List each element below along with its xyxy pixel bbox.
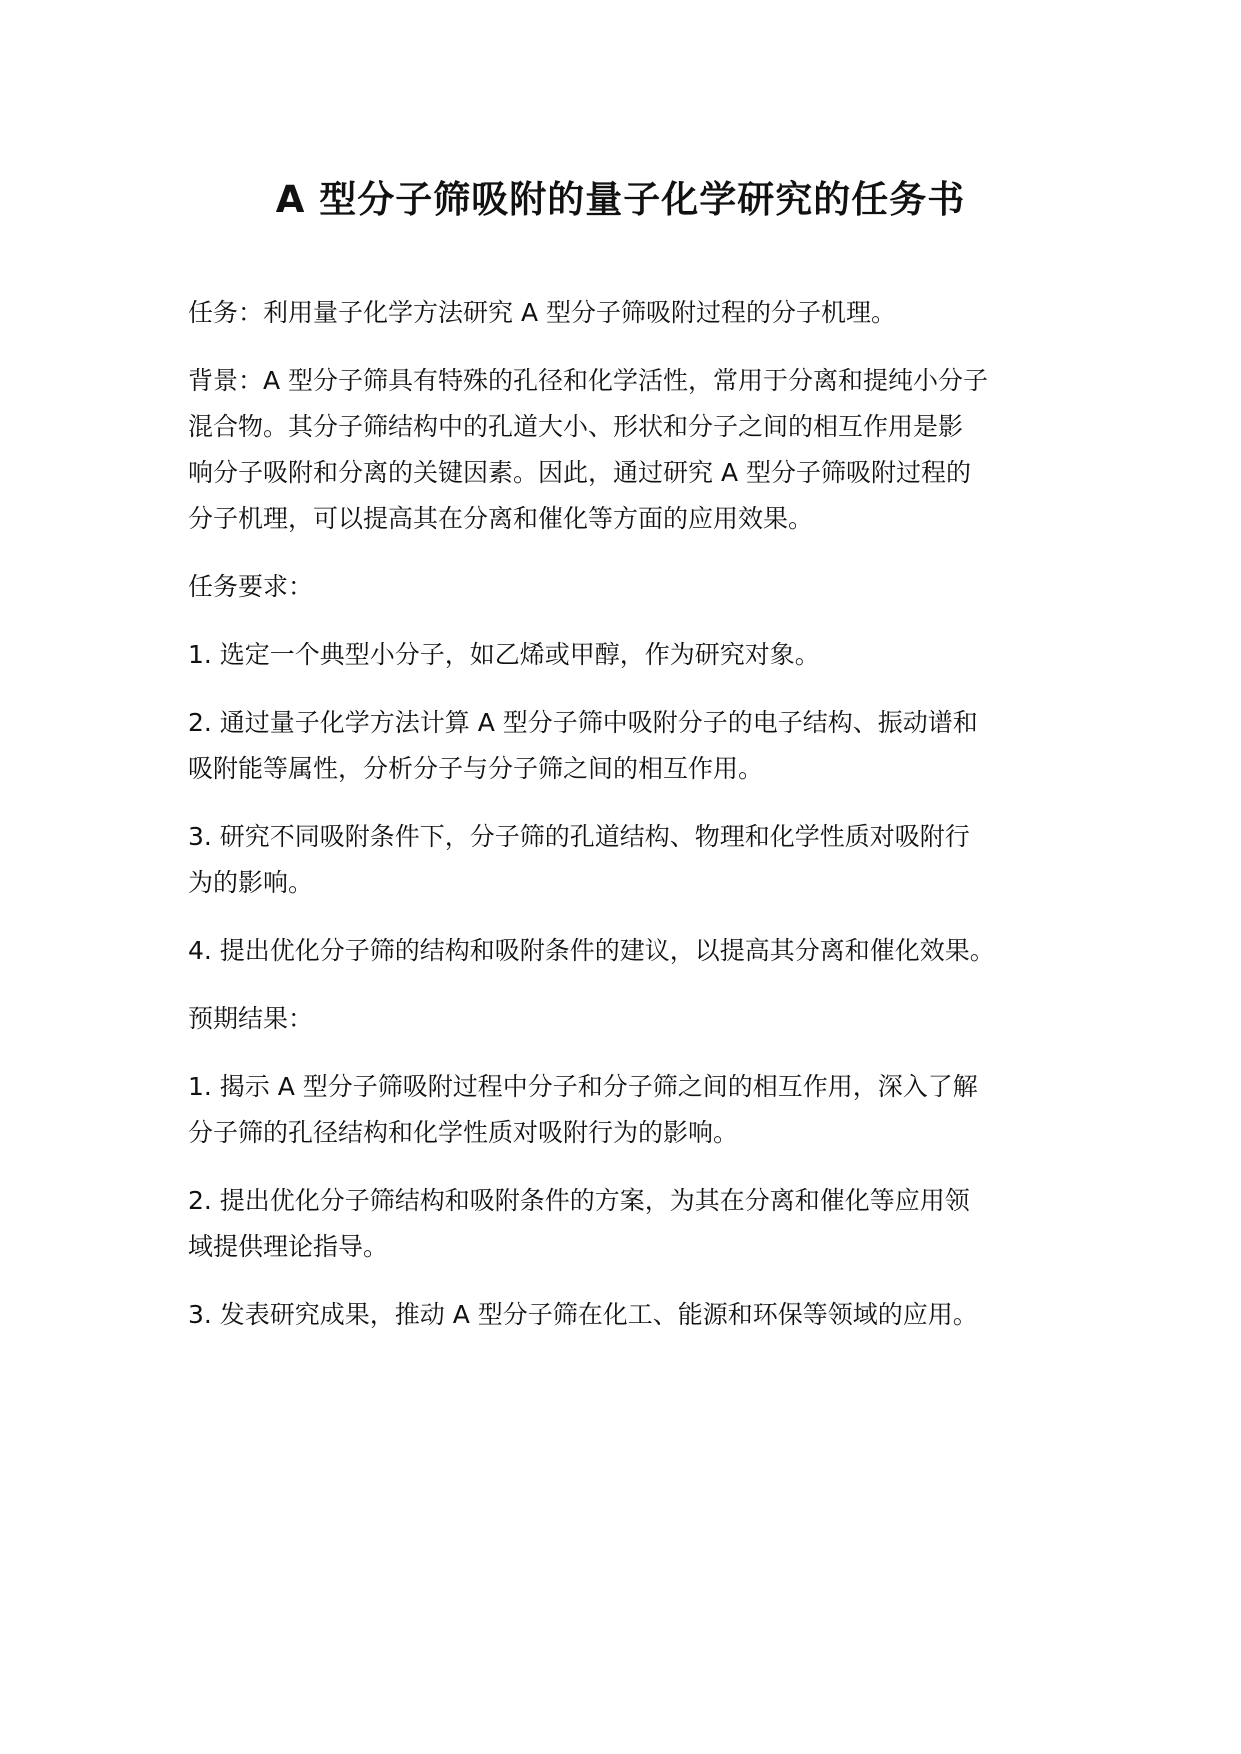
text-line: 为的影响。 (188, 868, 314, 897)
text-line: 背景：A 型分子筛具有特殊的孔径和化学活性，常用于分离和提纯小分子 (188, 366, 989, 395)
text-line: 分子筛的孔径结构和化学性质对吸附行为的影响。 (188, 1118, 739, 1147)
text-line: 1. 揭示 A 型分子筛吸附过程中分子和分子筛之间的相互作用，深入了解 (188, 1072, 978, 1101)
list-item-requirement-2 (188, 700, 1068, 792)
list-item-result-3 (188, 1292, 1068, 1338)
text-line: 3. 研究不同吸附条件下，分子筛的孔道结构、物理和化学性质对吸附行 (188, 822, 970, 851)
list-item-requirement-1 (188, 632, 1068, 678)
document-title: A 型分子筛吸附的量子化学研究的任务书 (275, 178, 966, 221)
document-body (188, 290, 1068, 1360)
paragraph-background (188, 358, 1068, 542)
list-item-result-1 (188, 1064, 1068, 1156)
text-line: 预期结果： (188, 1004, 314, 1033)
paragraph-task (188, 290, 1068, 336)
text-line: 吸附能等属性，分析分子与分子筛之间的相互作用。 (188, 754, 764, 783)
text-line: 任务：利用量子化学方法研究 A 型分子筛吸附过程的分子机理。 (188, 298, 896, 327)
text-line: 任务要求： (188, 572, 314, 601)
list-item-requirement-4 (188, 928, 1068, 974)
list-item-result-2 (188, 1178, 1068, 1270)
section-heading-requirements (188, 564, 1068, 610)
text-line: 4. 提出优化分子筛的结构和吸附条件的建议，以提高其分离和催化效果。 (188, 936, 995, 965)
text-line: 混合物。其分子筛结构中的孔道大小、形状和分子之间的相互作用是影 (188, 412, 964, 441)
section-heading-results (188, 996, 1068, 1042)
text-line: 分子机理，可以提高其在分离和催化等方面的应用效果。 (188, 504, 814, 533)
text-line: 响分子吸附和分离的关键因素。因此，通过研究 A 型分子筛吸附过程的 (188, 458, 971, 487)
text-line: 3. 发表研究成果，推动 A 型分子筛在化工、能源和环保等领域的应用。 (188, 1300, 978, 1329)
text-line: 域提供理论指导。 (188, 1232, 389, 1261)
text-line: 1. 选定一个典型小分子，如乙烯或甲醇，作为研究对象。 (188, 640, 820, 669)
text-line: 2. 通过量子化学方法计算 A 型分子筛中吸附分子的电子结构、振动谱和 (188, 708, 978, 737)
list-item-requirement-3 (188, 814, 1068, 906)
text-line: 2. 提出优化分子筛结构和吸附条件的方案，为其在分离和催化等应用领 (188, 1186, 970, 1215)
